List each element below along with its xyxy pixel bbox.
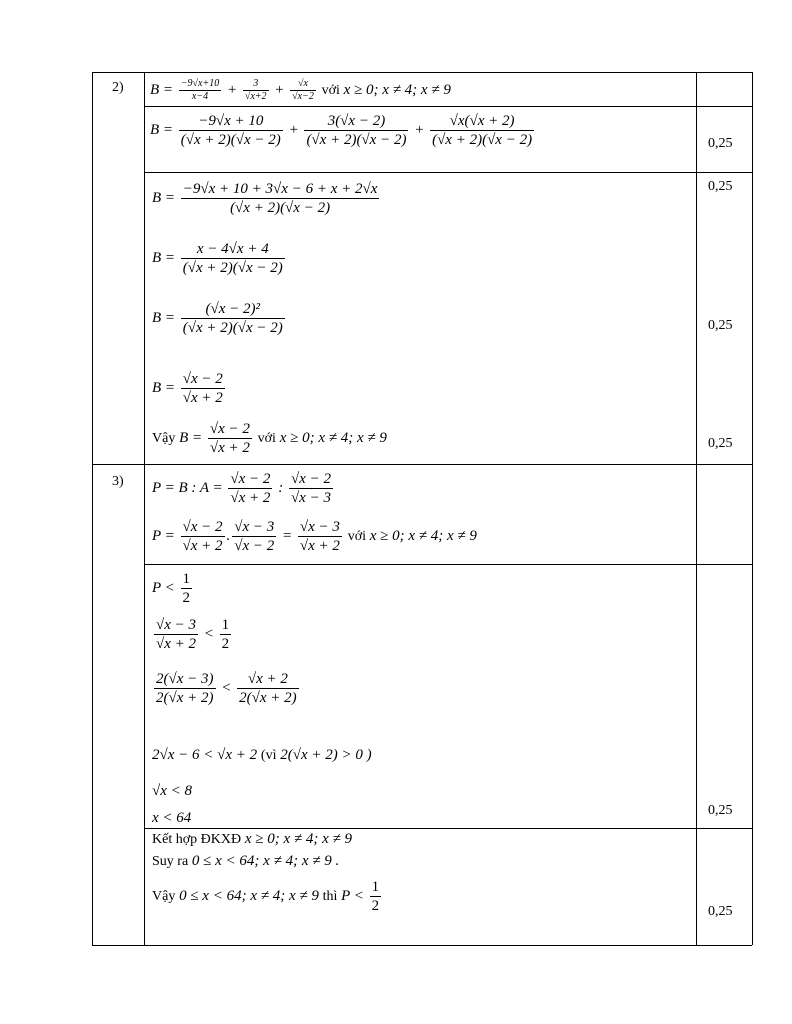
combine-domain <box>152 830 352 849</box>
inequality-step-4: √x < 8 <box>152 783 193 799</box>
row-divider <box>144 828 752 829</box>
word-vay: Vậy <box>152 888 176 904</box>
equation-combined-numerator: B = $\frac{-9√x + 10 + 3√x - 6 + x + 2√x}{(√x + 2)(√x - 2)}$ <box>152 181 378 216</box>
domain-condition: x ≥ 0; x ≠ 4; x ≠ 9 <box>244 831 352 847</box>
equation-b-definition: B = $\frac{-9√x+10}{x-4}$ + $\frac{3}{√x+2}$ + $\frac{√x}{√x-2}$ với x ≥ 0; x ≠ 4; x ≠ 9 <box>150 78 451 102</box>
score: 0,25 <box>708 136 733 151</box>
inequality-step-5: x < 64 <box>152 810 192 826</box>
equation-square-form: B = $\frac{\text{(√x − 2)²}}{(√x + 2)(√x - 2)}$ <box>152 301 283 336</box>
score: 0,25 <box>708 318 733 333</box>
word-vi: (vì <box>260 748 277 763</box>
word-thi: thì <box>322 888 338 904</box>
equation-common-denominator: B = $\frac{-9√x + 10}{(√x + 2)(√x - 2)}$ + $\frac{3(√x - 2)}{(√x + 2)(√x - 2)}$ + $\frac{√x(√x + 2)}{(√x + 2)(√x - 2)}$ <box>150 113 533 148</box>
word-voi: với <box>257 430 276 446</box>
equation-p-definition: P = B : A = $\frac{√x - 2}{√x + 2}$ : $\frac{√x - 2}{√x - 3}$ <box>152 471 331 506</box>
inequality-step-1: $\frac{√x - 3}{√x + 2}$ < $\frac{1}{2}$ <box>156 617 230 652</box>
inequality-step-2: $\frac{2(√x - 3)}{2(√x + 2)}$ < $\frac{√x + 2}{2(√x + 2)}$ <box>156 671 297 706</box>
word-voi: với <box>347 528 366 544</box>
section-label: 2) <box>112 80 124 95</box>
solution-table <box>92 72 752 945</box>
score: 0,25 <box>708 803 733 818</box>
table-border-top <box>92 72 752 73</box>
column-divider-1 <box>144 72 145 945</box>
row-divider <box>144 564 752 565</box>
word-ket-hop: Kết hợp ĐKXĐ <box>152 832 242 847</box>
word-vay: Vậy <box>152 430 176 446</box>
equation-reduced: B = $\frac{√x - 2}{√x + 2}$ <box>152 371 223 406</box>
word-voi: với <box>321 82 340 98</box>
section-divider <box>92 464 752 465</box>
inequality-step-3: 2√x − 6 < √x + 2 (vì 2(√x + 2) > 0 ) <box>152 747 372 763</box>
column-divider-2 <box>696 72 697 945</box>
final-conclusion: Vậy 0 ≤ x < 64; x ≠ 4; x ≠ 9 thì P < $\frac{1}{2}$ <box>152 879 380 914</box>
table-border-right <box>752 72 753 945</box>
inequality-p-half: P < $\frac{1}{2}$ <box>152 571 191 606</box>
row-divider <box>144 106 752 107</box>
range-condition: 0 ≤ x < 64; x ≠ 4; x ≠ 9 . <box>191 853 340 869</box>
word-suy-ra: Suy ra <box>152 854 189 869</box>
domain-condition: x ≥ 0; x ≠ 4; x ≠ 9 <box>369 527 477 544</box>
domain-condition: x ≥ 0; x ≠ 4; x ≠ 9 <box>343 81 451 98</box>
equation-simplified-numerator: B = $\frac{x - 4√x + 4}{(√x + 2)(√x - 2)}$ <box>152 241 283 276</box>
table-border-left <box>92 72 93 945</box>
deduce-range <box>152 852 339 871</box>
row-divider <box>144 172 752 173</box>
section-label: 3) <box>112 474 124 489</box>
score: 0,25 <box>708 179 733 194</box>
range-condition: 0 ≤ x < 64; x ≠ 4; x ≠ 9 <box>179 887 319 904</box>
table-border-bottom <box>92 945 752 946</box>
conclusion-b: Vậy B = $\frac{√x - 2}{√x + 2}$ với x ≥ 0; x ≠ 4; x ≠ 9 <box>152 421 387 456</box>
score: 0,25 <box>708 436 733 451</box>
equation-p-result: P = $\frac{√x - 2}{√x + 2}$ . $\frac{√x - 3}{√x - 2}$ = $\frac{√x - 3}{√x + 2}$ với x ≥ 0; x ≠ 4; x ≠ 9 <box>152 519 477 554</box>
domain-condition: x ≥ 0; x ≠ 4; x ≠ 9 <box>279 429 387 446</box>
score: 0,25 <box>708 904 733 919</box>
